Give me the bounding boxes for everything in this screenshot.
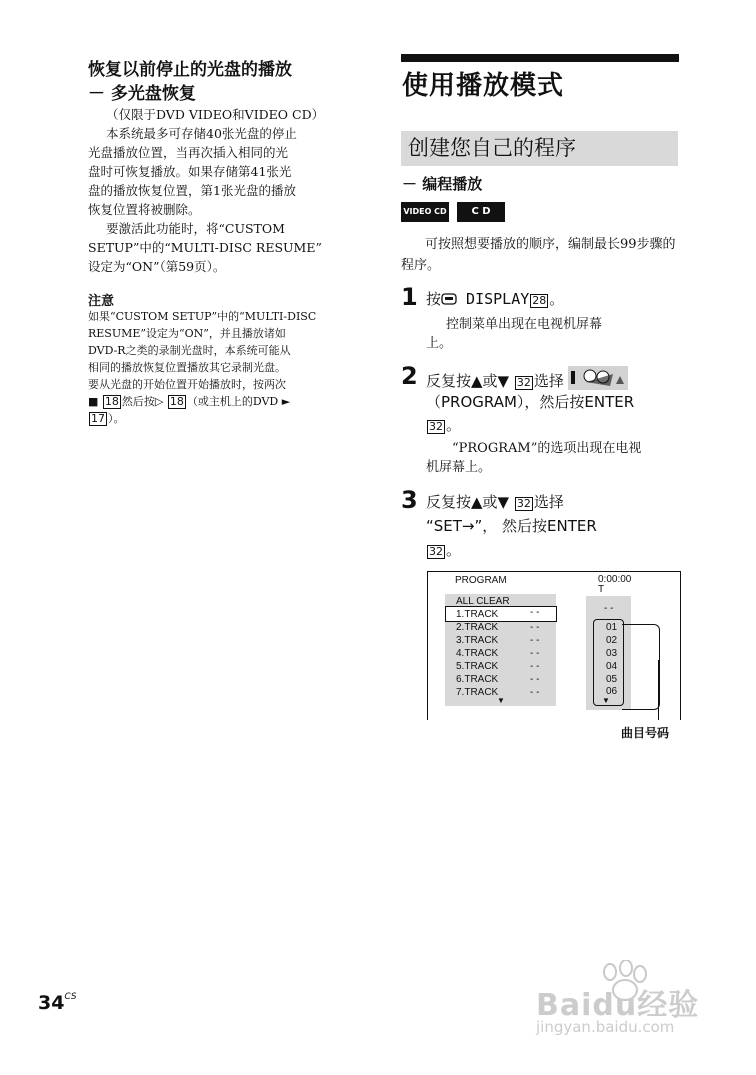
step3-line-3 [426, 538, 461, 562]
para2-line: 设定为“ON”（第59页）。 [88, 259, 226, 274]
osd-number: 04 [606, 661, 618, 672]
note-line: RESUME”设定为“ON”，并且播放诸如 [88, 327, 286, 340]
step1-line [426, 287, 564, 312]
page-number-value: 34 [38, 992, 65, 1014]
button-ref-box: 17 [91, 412, 105, 425]
osd-title: PROGRAM [455, 575, 507, 586]
heading-line-1: 恢复以前停止的光盘的播放 [88, 60, 292, 80]
intro-paragraph [401, 234, 681, 276]
step-text: “SET→”， 然后按ENTER [426, 517, 597, 535]
section-title: 使用播放模式 [402, 71, 565, 101]
stop-symbol: ■ [88, 395, 102, 408]
step-text: 选择 [533, 493, 564, 511]
left-heading [88, 58, 368, 106]
step-number: 3 [401, 486, 418, 514]
step-text: DISPLAY [457, 290, 530, 308]
cd-badge: C D [457, 202, 505, 222]
baidu-watermark [536, 960, 716, 1050]
osd-number-top: - - [604, 603, 614, 614]
osd-scroll-arrow: ▼ [497, 696, 505, 705]
watermark-url: jingyan.baidu.com [536, 1018, 675, 1036]
button-ref-box: 32 [516, 376, 531, 389]
para1-line: 盘时可恢复播放。如果存储第41张光 [88, 164, 292, 179]
step-text: 。 [446, 416, 462, 434]
para1-line: 盘的播放恢复位置，第1张光盘的播放 [88, 183, 296, 198]
osd-dash: - - [530, 607, 540, 618]
note-line: 如果“CUSTOM SETUP”中的“MULTI-DISC [88, 310, 317, 323]
note-title: 注意 [88, 294, 115, 309]
note-line: DVD-R之类的录制光盘时，本系统可能从 [88, 344, 291, 357]
step-text: 反复按▲或▼ [426, 493, 514, 511]
note-text: 然后按▷ [121, 395, 167, 408]
note-line-7 [88, 410, 360, 427]
osd-dash: - - [530, 648, 540, 659]
step1-desc: 上。 [426, 336, 453, 351]
note-text: ）。 [108, 412, 125, 425]
step1-desc: 控制菜单出现在电视机屏幕 [446, 317, 603, 332]
osd-time [598, 575, 631, 595]
topic-title: － 编程播放 [402, 175, 483, 193]
para2-line: 要激活此功能时，将“CUSTOM [106, 221, 285, 236]
section-rule [401, 54, 679, 62]
note-text: （或主机上的DVD ► [186, 395, 291, 408]
step-text: 选择 [533, 372, 564, 390]
step-number: 2 [401, 362, 418, 390]
page-number-suffix: CS [64, 992, 77, 1002]
osd-row: 7.TRACK [456, 687, 499, 698]
para1-line: 恢复位置将被删除。 [88, 202, 201, 217]
step2-line-3 [426, 413, 461, 437]
callout-label: 曲目号码 [621, 726, 670, 740]
osd-dash: - - [530, 622, 540, 633]
step-number: 1 [401, 283, 418, 311]
display-button-icon [441, 288, 457, 312]
note-line: 相同的播放恢复位置播放其它录制光盘。 [88, 361, 286, 374]
button-ref-box: 32 [429, 420, 443, 433]
para1-line: 本系统最多可存储40张光盘的停止 [106, 126, 297, 141]
osd-time-value: 0:00:00 [598, 574, 632, 585]
osd-time-sub: T [598, 584, 605, 595]
osd-number: 06 [606, 686, 618, 697]
step2-line-2 [426, 390, 634, 414]
step2-desc: 机屏幕上。 [426, 460, 492, 475]
button-ref-box: 32 [516, 497, 531, 510]
para2-line: SETUP”中的“MULTI-DISC RESUME” [88, 240, 322, 255]
step2-desc: “PROGRAM”的选项出现在电视 [452, 441, 642, 456]
para1-line: 光盘播放位置，当再次插入相同的光 [88, 145, 289, 160]
osd-row: 4.TRACK [456, 648, 499, 659]
osd-dash: - - [530, 635, 540, 646]
button-ref-box: 18 [169, 395, 184, 408]
osd-number: 01 [606, 622, 618, 633]
osd-dash: - - [530, 687, 540, 698]
osd-row: 1.TRACK [456, 609, 499, 620]
osd-row: 5.TRACK [456, 661, 499, 672]
osd-row: 3.TRACK [456, 635, 499, 646]
step-text: 反复按▲或▼ [426, 372, 514, 390]
note-line-6 [88, 393, 360, 410]
step-text: （PROGRAM），然后按ENTER [426, 393, 635, 411]
step3-line [426, 490, 564, 514]
osd-dash: - - [530, 674, 540, 685]
button-ref-box: 18 [104, 395, 119, 408]
button-ref-box: 28 [532, 294, 547, 307]
watermark-brand: Baidu经验 [536, 988, 700, 1023]
osd-number: 03 [606, 648, 618, 659]
page-number [38, 992, 77, 1014]
video-cd-badge: VIDEO CD [401, 202, 449, 222]
osd-row: 2.TRACK [456, 622, 499, 633]
osd-row: 6.TRACK [456, 674, 499, 685]
para1-line: （仅限于DVD VIDEO和VIDEO CD） [106, 107, 325, 122]
osd-number-arrow: ▼ [602, 696, 610, 705]
step-text: 。 [446, 541, 462, 559]
intro-text: 可按照想要播放的顺序，编制最长99步骤的程序。 [401, 237, 676, 273]
callout-bracket [622, 624, 660, 710]
step-text: 按 [426, 290, 442, 308]
callout-leader [658, 660, 659, 720]
button-ref-box: 32 [429, 545, 443, 558]
note-line: 要从光盘的开始位置开始播放时，按两次 [88, 378, 286, 391]
osd-row: ALL CLEAR [456, 596, 510, 607]
step-text: 。 [549, 290, 565, 308]
osd-dash: - - [530, 661, 540, 672]
step3-line-2 [426, 514, 597, 538]
osd-number: 05 [606, 674, 618, 685]
heading-line-2: － 多光盘恢复 [88, 84, 196, 104]
subsection-title: 创建您自己的程序 [408, 136, 576, 160]
osd-number: 02 [606, 635, 618, 646]
